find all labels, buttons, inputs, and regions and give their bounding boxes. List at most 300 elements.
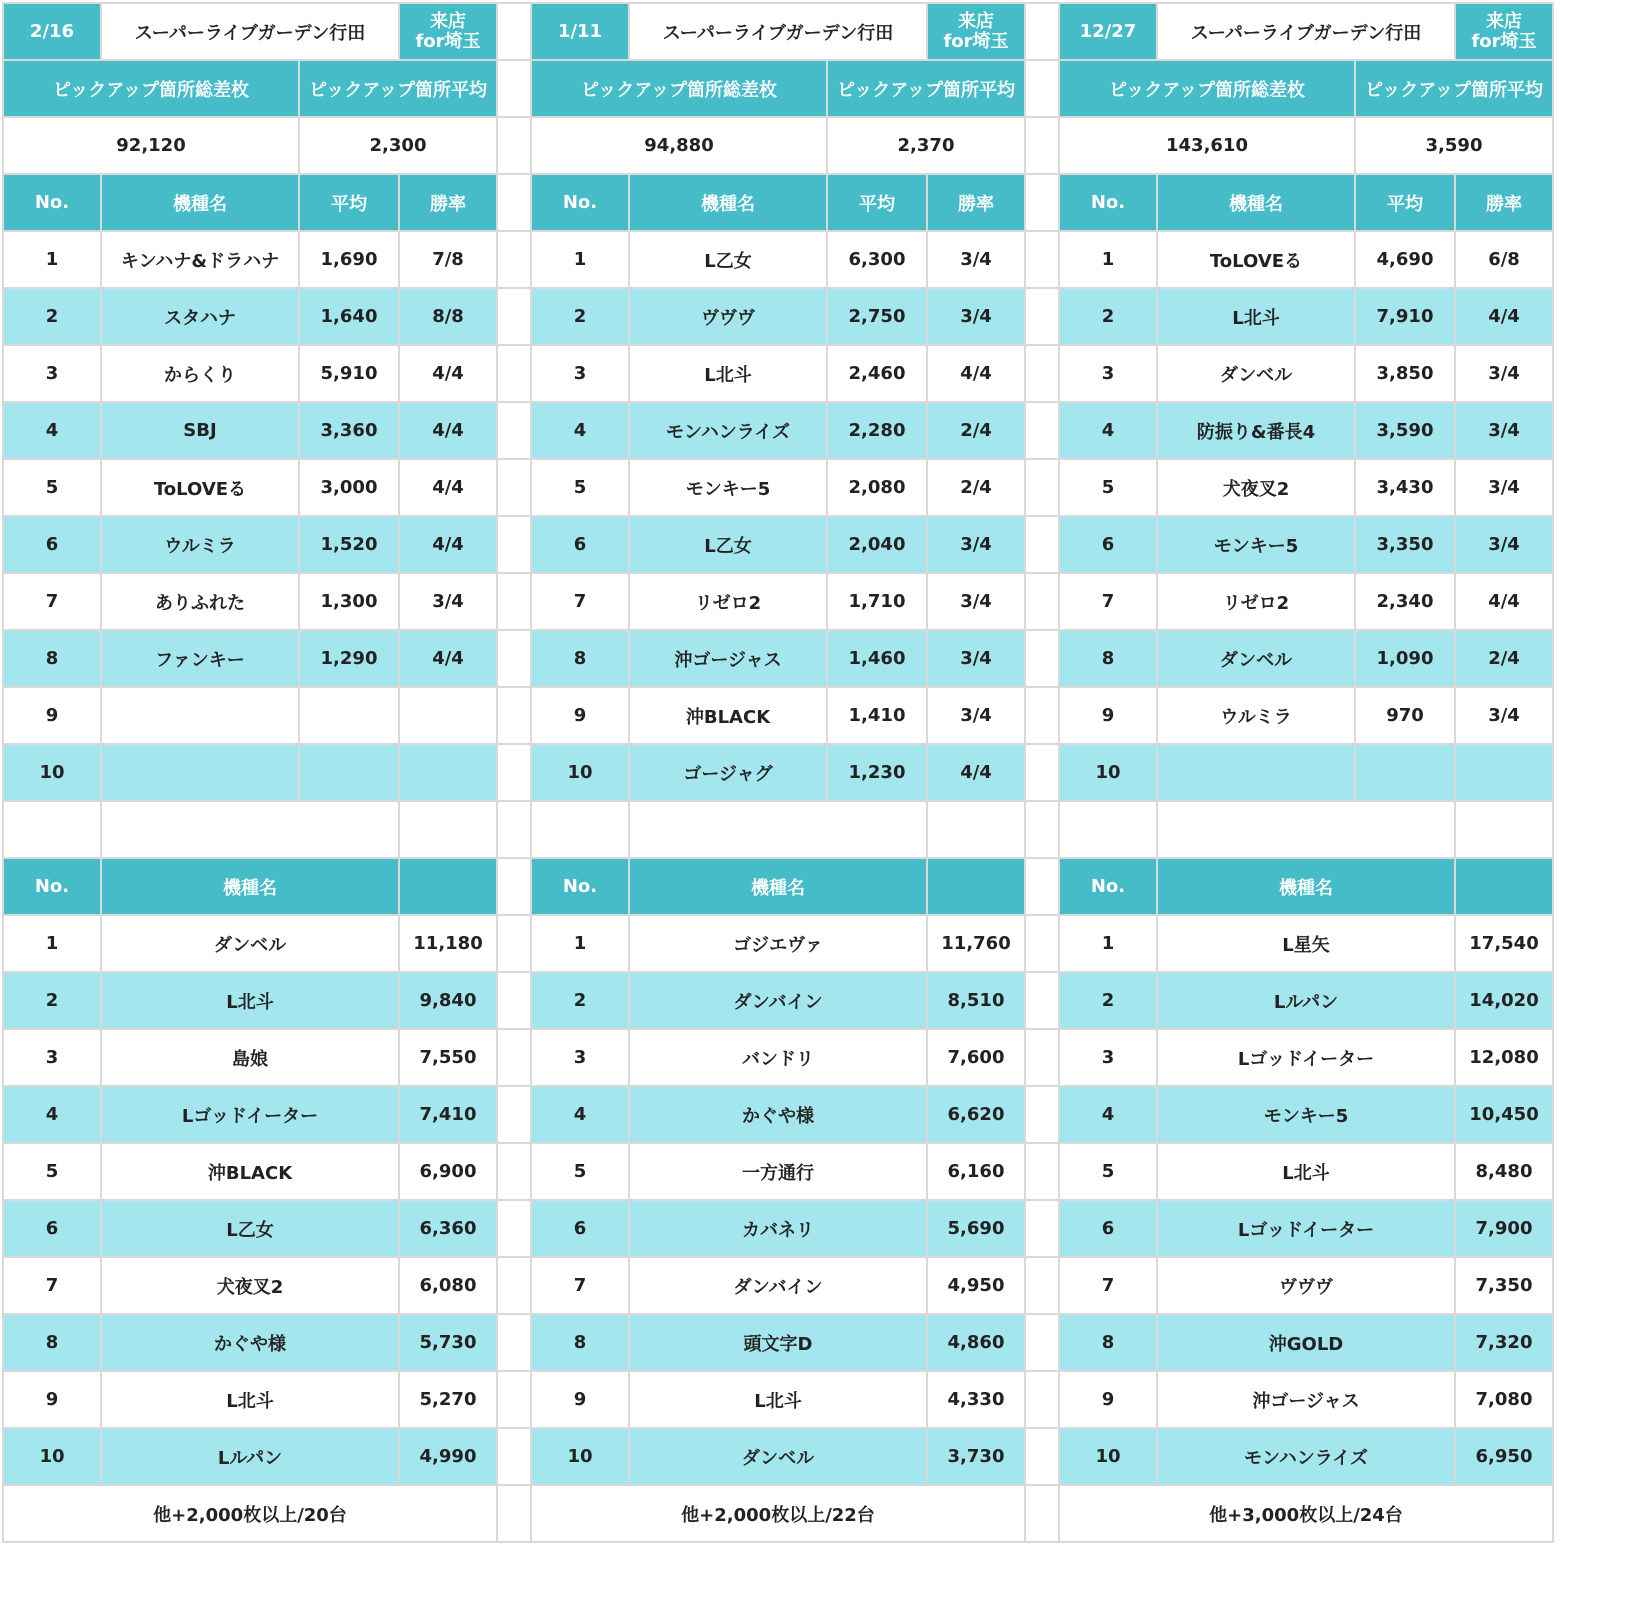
blank-cell	[1059, 801, 1157, 858]
ranking-winrate	[399, 744, 497, 801]
ranking-average: 3,000	[299, 459, 399, 516]
ranking-winrate: 4/4	[927, 744, 1025, 801]
total-diff-value: 94,880	[531, 117, 827, 174]
top-no: 5	[3, 1143, 101, 1200]
column-gap	[497, 630, 531, 687]
ranking-average: 1,410	[827, 687, 927, 744]
total-diff-label: ピックアップ箇所総差枚	[1059, 60, 1355, 117]
column-gap	[497, 345, 531, 402]
ranking-no: 1	[1059, 231, 1157, 288]
top-machine-name: ダンベル	[101, 915, 399, 972]
ranking-average: 3,430	[1355, 459, 1455, 516]
top-machine-name: Lゴッドイーター	[1157, 1029, 1455, 1086]
blank-cell	[629, 801, 927, 858]
column-gap	[1025, 573, 1059, 630]
ranking-no: 2	[1059, 288, 1157, 345]
top-no: 4	[531, 1086, 629, 1143]
top-no: 1	[3, 915, 101, 972]
top-diff-value: 8,480	[1455, 1143, 1553, 1200]
ranking-machine-name: ダンベル	[1157, 345, 1355, 402]
ranking-average: 7,910	[1355, 288, 1455, 345]
column-gap	[1025, 174, 1059, 231]
ranking-machine-name	[1157, 744, 1355, 801]
col-header-no: No.	[1059, 174, 1157, 231]
ranking-machine-name: 沖BLACK	[629, 687, 827, 744]
top-no: 10	[3, 1428, 101, 1485]
column-gap	[1025, 60, 1059, 117]
top-machine-name: 島娘	[101, 1029, 399, 1086]
top-machine-name: L北斗	[101, 972, 399, 1029]
top-no: 2	[3, 972, 101, 1029]
top-no: 8	[1059, 1314, 1157, 1371]
top-no: 2	[1059, 972, 1157, 1029]
ranking-average: 4,690	[1355, 231, 1455, 288]
top-no: 4	[1059, 1086, 1157, 1143]
top-no: 9	[3, 1371, 101, 1428]
ranking-average: 2,280	[827, 402, 927, 459]
column-gap	[1025, 288, 1059, 345]
ranking-no: 10	[531, 744, 629, 801]
top-machine-name: 犬夜叉2	[101, 1257, 399, 1314]
column-gap	[1025, 1371, 1059, 1428]
ranking-average: 2,340	[1355, 573, 1455, 630]
ranking-machine-name: L北斗	[629, 345, 827, 402]
top-machine-name: 沖ゴージャス	[1157, 1371, 1455, 1428]
column-gap	[1025, 1086, 1059, 1143]
total-diff-label: ピックアップ箇所総差枚	[3, 60, 299, 117]
ranking-winrate: 4/4	[1455, 573, 1553, 630]
top-diff-value: 7,600	[927, 1029, 1025, 1086]
store-name: スーパーライブガーデン行田	[629, 3, 927, 60]
ranking-winrate: 4/4	[399, 516, 497, 573]
top-machine-name: L北斗	[101, 1371, 399, 1428]
ranking-winrate: 8/8	[399, 288, 497, 345]
top-machine-name: L乙女	[101, 1200, 399, 1257]
column-gap	[497, 915, 531, 972]
top-no: 8	[531, 1314, 629, 1371]
column-gap	[1025, 1143, 1059, 1200]
top-diff-value: 14,020	[1455, 972, 1553, 1029]
top-diff-value: 6,360	[399, 1200, 497, 1257]
ranking-average: 1,460	[827, 630, 927, 687]
ranking-average: 3,360	[299, 402, 399, 459]
top-no: 6	[3, 1200, 101, 1257]
average-value: 2,300	[299, 117, 497, 174]
top-machine-name: L星矢	[1157, 915, 1455, 972]
ranking-machine-name	[101, 687, 299, 744]
top-no: 5	[531, 1143, 629, 1200]
column-gap	[1025, 459, 1059, 516]
top-no: 8	[3, 1314, 101, 1371]
ranking-winrate: 3/4	[927, 573, 1025, 630]
ranking-average: 2,460	[827, 345, 927, 402]
ranking-no: 1	[531, 231, 629, 288]
top-no: 7	[1059, 1257, 1157, 1314]
ranking-machine-name: 沖ゴージャス	[629, 630, 827, 687]
ranking-average: 6,300	[827, 231, 927, 288]
column-gap	[497, 459, 531, 516]
ranking-winrate: 2/4	[1455, 630, 1553, 687]
ranking-no: 2	[531, 288, 629, 345]
ranking-machine-name: モンハンライズ	[629, 402, 827, 459]
ranking-winrate: 7/8	[399, 231, 497, 288]
top-no: 7	[3, 1257, 101, 1314]
top-machine-name: バンドリ	[629, 1029, 927, 1086]
ranking-no: 4	[531, 402, 629, 459]
blank-cell	[399, 801, 497, 858]
footer-note: 他+3,000枚以上/24台	[1059, 1485, 1553, 1542]
column-gap	[497, 402, 531, 459]
ranking-machine-name: ウルミラ	[101, 516, 299, 573]
ranking-winrate: 3/4	[1455, 687, 1553, 744]
ranking-machine-name: モンキー5	[629, 459, 827, 516]
average-value: 2,370	[827, 117, 1025, 174]
ranking-winrate: 6/8	[1455, 231, 1553, 288]
top-diff-value: 10,450	[1455, 1086, 1553, 1143]
col-header-name: 機種名	[101, 174, 299, 231]
top-no: 3	[3, 1029, 101, 1086]
average-label: ピックアップ箇所平均	[1355, 60, 1553, 117]
ranking-machine-name: L乙女	[629, 231, 827, 288]
ranking-average: 2,040	[827, 516, 927, 573]
top-machine-name: Lルパン	[1157, 972, 1455, 1029]
event-badge: 来店 for埼玉	[927, 3, 1025, 60]
column-gap	[497, 1029, 531, 1086]
top-diff-value: 11,760	[927, 915, 1025, 972]
ranking-no: 3	[3, 345, 101, 402]
ranking-no: 7	[531, 573, 629, 630]
column-gap	[1025, 744, 1059, 801]
ranking-no: 8	[3, 630, 101, 687]
results-sheet	[2, 2, 1554, 1543]
ranking-average: 1,090	[1355, 630, 1455, 687]
top-diff-value: 4,330	[927, 1371, 1025, 1428]
panel-date: 1/11	[531, 3, 629, 60]
column-gap	[1025, 801, 1059, 858]
ranking-winrate: 2/4	[927, 402, 1025, 459]
blank-cell	[927, 801, 1025, 858]
col-header-value	[399, 858, 497, 915]
panel-date: 2/16	[3, 3, 101, 60]
col-header-no: No.	[3, 174, 101, 231]
panel-date: 12/27	[1059, 3, 1157, 60]
top-diff-value: 3,730	[927, 1428, 1025, 1485]
top-diff-value: 5,690	[927, 1200, 1025, 1257]
ranking-winrate: 4/4	[399, 402, 497, 459]
top-machine-name: Lゴッドイーター	[101, 1086, 399, 1143]
column-gap	[1025, 231, 1059, 288]
ranking-no: 10	[1059, 744, 1157, 801]
top-no: 7	[531, 1257, 629, 1314]
col-header-name: 機種名	[101, 858, 399, 915]
column-gap	[497, 1200, 531, 1257]
column-gap	[1025, 1200, 1059, 1257]
average-label: ピックアップ箇所平均	[299, 60, 497, 117]
top-diff-value: 7,080	[1455, 1371, 1553, 1428]
top-machine-name: 頭文字D	[629, 1314, 927, 1371]
top-diff-value: 9,840	[399, 972, 497, 1029]
col-header-avg: 平均	[1355, 174, 1455, 231]
top-diff-value: 4,990	[399, 1428, 497, 1485]
ranking-no: 1	[3, 231, 101, 288]
ranking-machine-name: ゴージャグ	[629, 744, 827, 801]
ranking-machine-name: リゼロ2	[1157, 573, 1355, 630]
column-gap	[497, 858, 531, 915]
col-header-no: No.	[531, 174, 629, 231]
results-grid	[2, 2, 1554, 1543]
ranking-winrate: 4/4	[399, 345, 497, 402]
column-gap	[497, 744, 531, 801]
top-diff-value: 7,550	[399, 1029, 497, 1086]
column-gap	[497, 1314, 531, 1371]
top-machine-name: ダンベル	[629, 1428, 927, 1485]
top-no: 4	[3, 1086, 101, 1143]
column-gap	[497, 1086, 531, 1143]
ranking-no: 9	[1059, 687, 1157, 744]
column-gap	[1025, 972, 1059, 1029]
ranking-winrate: 3/4	[1455, 345, 1553, 402]
ranking-machine-name: ありふれた	[101, 573, 299, 630]
ranking-winrate: 3/4	[1455, 459, 1553, 516]
ranking-average: 1,690	[299, 231, 399, 288]
top-diff-value: 12,080	[1455, 1029, 1553, 1086]
ranking-average: 1,640	[299, 288, 399, 345]
column-gap	[497, 516, 531, 573]
ranking-no: 5	[531, 459, 629, 516]
ranking-no: 10	[3, 744, 101, 801]
ranking-winrate: 2/4	[927, 459, 1025, 516]
ranking-machine-name: モンキー5	[1157, 516, 1355, 573]
ranking-machine-name: ToLOVEる	[1157, 231, 1355, 288]
top-machine-name: ヴヴヴ	[1157, 1257, 1455, 1314]
top-diff-value: 17,540	[1455, 915, 1553, 972]
footer-note: 他+2,000枚以上/22台	[531, 1485, 1025, 1542]
ranking-no: 2	[3, 288, 101, 345]
top-diff-value: 6,900	[399, 1143, 497, 1200]
ranking-average	[299, 687, 399, 744]
top-no: 6	[531, 1200, 629, 1257]
top-machine-name: モンキー5	[1157, 1086, 1455, 1143]
col-header-winrate: 勝率	[399, 174, 497, 231]
top-no: 3	[531, 1029, 629, 1086]
ranking-no: 5	[1059, 459, 1157, 516]
column-gap	[1025, 345, 1059, 402]
ranking-winrate: 3/4	[927, 516, 1025, 573]
col-header-avg: 平均	[827, 174, 927, 231]
blank-cell	[101, 801, 399, 858]
store-name: スーパーライブガーデン行田	[101, 3, 399, 60]
ranking-no: 8	[1059, 630, 1157, 687]
column-gap	[1025, 1029, 1059, 1086]
ranking-winrate: 3/4	[1455, 402, 1553, 459]
col-header-avg: 平均	[299, 174, 399, 231]
total-diff-value: 92,120	[3, 117, 299, 174]
top-machine-name: L北斗	[629, 1371, 927, 1428]
column-gap	[497, 1143, 531, 1200]
col-header-no: No.	[531, 858, 629, 915]
event-badge: 来店 for埼玉	[1455, 3, 1553, 60]
top-diff-value: 4,860	[927, 1314, 1025, 1371]
col-header-winrate: 勝率	[927, 174, 1025, 231]
top-machine-name: L北斗	[1157, 1143, 1455, 1200]
average-value: 3,590	[1355, 117, 1553, 174]
column-gap	[1025, 117, 1059, 174]
ranking-winrate: 3/4	[927, 630, 1025, 687]
ranking-winrate: 4/4	[927, 345, 1025, 402]
ranking-machine-name: からくり	[101, 345, 299, 402]
ranking-no: 3	[1059, 345, 1157, 402]
top-machine-name: Lゴッドイーター	[1157, 1200, 1455, 1257]
ranking-average: 2,750	[827, 288, 927, 345]
top-diff-value: 5,270	[399, 1371, 497, 1428]
top-no: 5	[1059, 1143, 1157, 1200]
ranking-machine-name: ダンベル	[1157, 630, 1355, 687]
column-gap	[1025, 516, 1059, 573]
column-gap	[497, 1428, 531, 1485]
ranking-machine-name: ヴヴヴ	[629, 288, 827, 345]
ranking-no: 7	[1059, 573, 1157, 630]
col-header-name: 機種名	[1157, 858, 1455, 915]
ranking-average: 3,350	[1355, 516, 1455, 573]
top-diff-value: 7,320	[1455, 1314, 1553, 1371]
ranking-average: 1,290	[299, 630, 399, 687]
total-diff-value: 143,610	[1059, 117, 1355, 174]
ranking-winrate: 4/4	[399, 459, 497, 516]
column-gap	[497, 573, 531, 630]
top-no: 6	[1059, 1200, 1157, 1257]
top-diff-value: 6,160	[927, 1143, 1025, 1200]
ranking-no: 6	[3, 516, 101, 573]
ranking-winrate	[399, 687, 497, 744]
column-gap	[497, 174, 531, 231]
col-header-name: 機種名	[629, 174, 827, 231]
blank-cell	[1157, 801, 1455, 858]
top-machine-name: モンハンライズ	[1157, 1428, 1455, 1485]
column-gap	[497, 687, 531, 744]
column-gap	[1025, 1314, 1059, 1371]
ranking-winrate: 4/4	[399, 630, 497, 687]
top-machine-name: ダンバイン	[629, 1257, 927, 1314]
ranking-average: 5,910	[299, 345, 399, 402]
top-no: 1	[1059, 915, 1157, 972]
column-gap	[1025, 915, 1059, 972]
top-machine-name: かぐや様	[629, 1086, 927, 1143]
col-header-value	[927, 858, 1025, 915]
ranking-winrate: 4/4	[1455, 288, 1553, 345]
blank-cell	[3, 801, 101, 858]
column-gap	[1025, 3, 1059, 60]
ranking-no: 7	[3, 573, 101, 630]
blank-cell	[531, 801, 629, 858]
event-badge: 来店 for埼玉	[399, 3, 497, 60]
top-diff-value: 6,950	[1455, 1428, 1553, 1485]
top-no: 9	[531, 1371, 629, 1428]
ranking-machine-name: リゼロ2	[629, 573, 827, 630]
top-diff-value: 7,410	[399, 1086, 497, 1143]
top-machine-name: ゴジエヴァ	[629, 915, 927, 972]
total-diff-label: ピックアップ箇所総差枚	[531, 60, 827, 117]
ranking-average: 1,300	[299, 573, 399, 630]
column-gap	[497, 1371, 531, 1428]
ranking-average	[299, 744, 399, 801]
ranking-winrate	[1455, 744, 1553, 801]
ranking-winrate: 3/4	[927, 288, 1025, 345]
top-diff-value: 6,080	[399, 1257, 497, 1314]
ranking-machine-name: L北斗	[1157, 288, 1355, 345]
ranking-no: 9	[3, 687, 101, 744]
column-gap	[1025, 402, 1059, 459]
column-gap	[1025, 1485, 1059, 1542]
ranking-no: 4	[1059, 402, 1157, 459]
ranking-no: 6	[531, 516, 629, 573]
ranking-machine-name: ToLOVEる	[101, 459, 299, 516]
top-machine-name: 沖GOLD	[1157, 1314, 1455, 1371]
col-header-no: No.	[3, 858, 101, 915]
column-gap	[497, 60, 531, 117]
top-machine-name: 一方通行	[629, 1143, 927, 1200]
ranking-machine-name: キンハナ&ドラハナ	[101, 231, 299, 288]
ranking-average: 1,710	[827, 573, 927, 630]
ranking-average: 1,520	[299, 516, 399, 573]
top-machine-name: ダンバイン	[629, 972, 927, 1029]
top-no: 2	[531, 972, 629, 1029]
top-diff-value: 7,900	[1455, 1200, 1553, 1257]
top-machine-name: 沖BLACK	[101, 1143, 399, 1200]
top-no: 10	[1059, 1428, 1157, 1485]
top-no: 3	[1059, 1029, 1157, 1086]
top-no: 1	[531, 915, 629, 972]
column-gap	[497, 288, 531, 345]
column-gap	[1025, 858, 1059, 915]
column-gap	[497, 801, 531, 858]
ranking-average: 3,850	[1355, 345, 1455, 402]
column-gap	[1025, 1257, 1059, 1314]
ranking-no: 3	[531, 345, 629, 402]
ranking-no: 6	[1059, 516, 1157, 573]
ranking-no: 4	[3, 402, 101, 459]
ranking-average	[1355, 744, 1455, 801]
ranking-average: 2,080	[827, 459, 927, 516]
col-header-name: 機種名	[1157, 174, 1355, 231]
top-diff-value: 4,950	[927, 1257, 1025, 1314]
store-name: スーパーライブガーデン行田	[1157, 3, 1455, 60]
column-gap	[497, 1485, 531, 1542]
ranking-machine-name: L乙女	[629, 516, 827, 573]
ranking-machine-name: ウルミラ	[1157, 687, 1355, 744]
ranking-machine-name: スタハナ	[101, 288, 299, 345]
col-header-winrate: 勝率	[1455, 174, 1553, 231]
ranking-average: 970	[1355, 687, 1455, 744]
ranking-winrate: 3/4	[1455, 516, 1553, 573]
ranking-winrate: 3/4	[927, 231, 1025, 288]
top-diff-value: 5,730	[399, 1314, 497, 1371]
ranking-no: 5	[3, 459, 101, 516]
col-header-no: No.	[1059, 858, 1157, 915]
column-gap	[497, 231, 531, 288]
top-diff-value: 8,510	[927, 972, 1025, 1029]
column-gap	[497, 117, 531, 174]
ranking-machine-name: ファンキー	[101, 630, 299, 687]
ranking-machine-name: 犬夜叉2	[1157, 459, 1355, 516]
top-diff-value: 6,620	[927, 1086, 1025, 1143]
column-gap	[497, 3, 531, 60]
ranking-no: 9	[531, 687, 629, 744]
average-label: ピックアップ箇所平均	[827, 60, 1025, 117]
top-no: 9	[1059, 1371, 1157, 1428]
column-gap	[497, 1257, 531, 1314]
ranking-machine-name: SBJ	[101, 402, 299, 459]
ranking-average: 1,230	[827, 744, 927, 801]
